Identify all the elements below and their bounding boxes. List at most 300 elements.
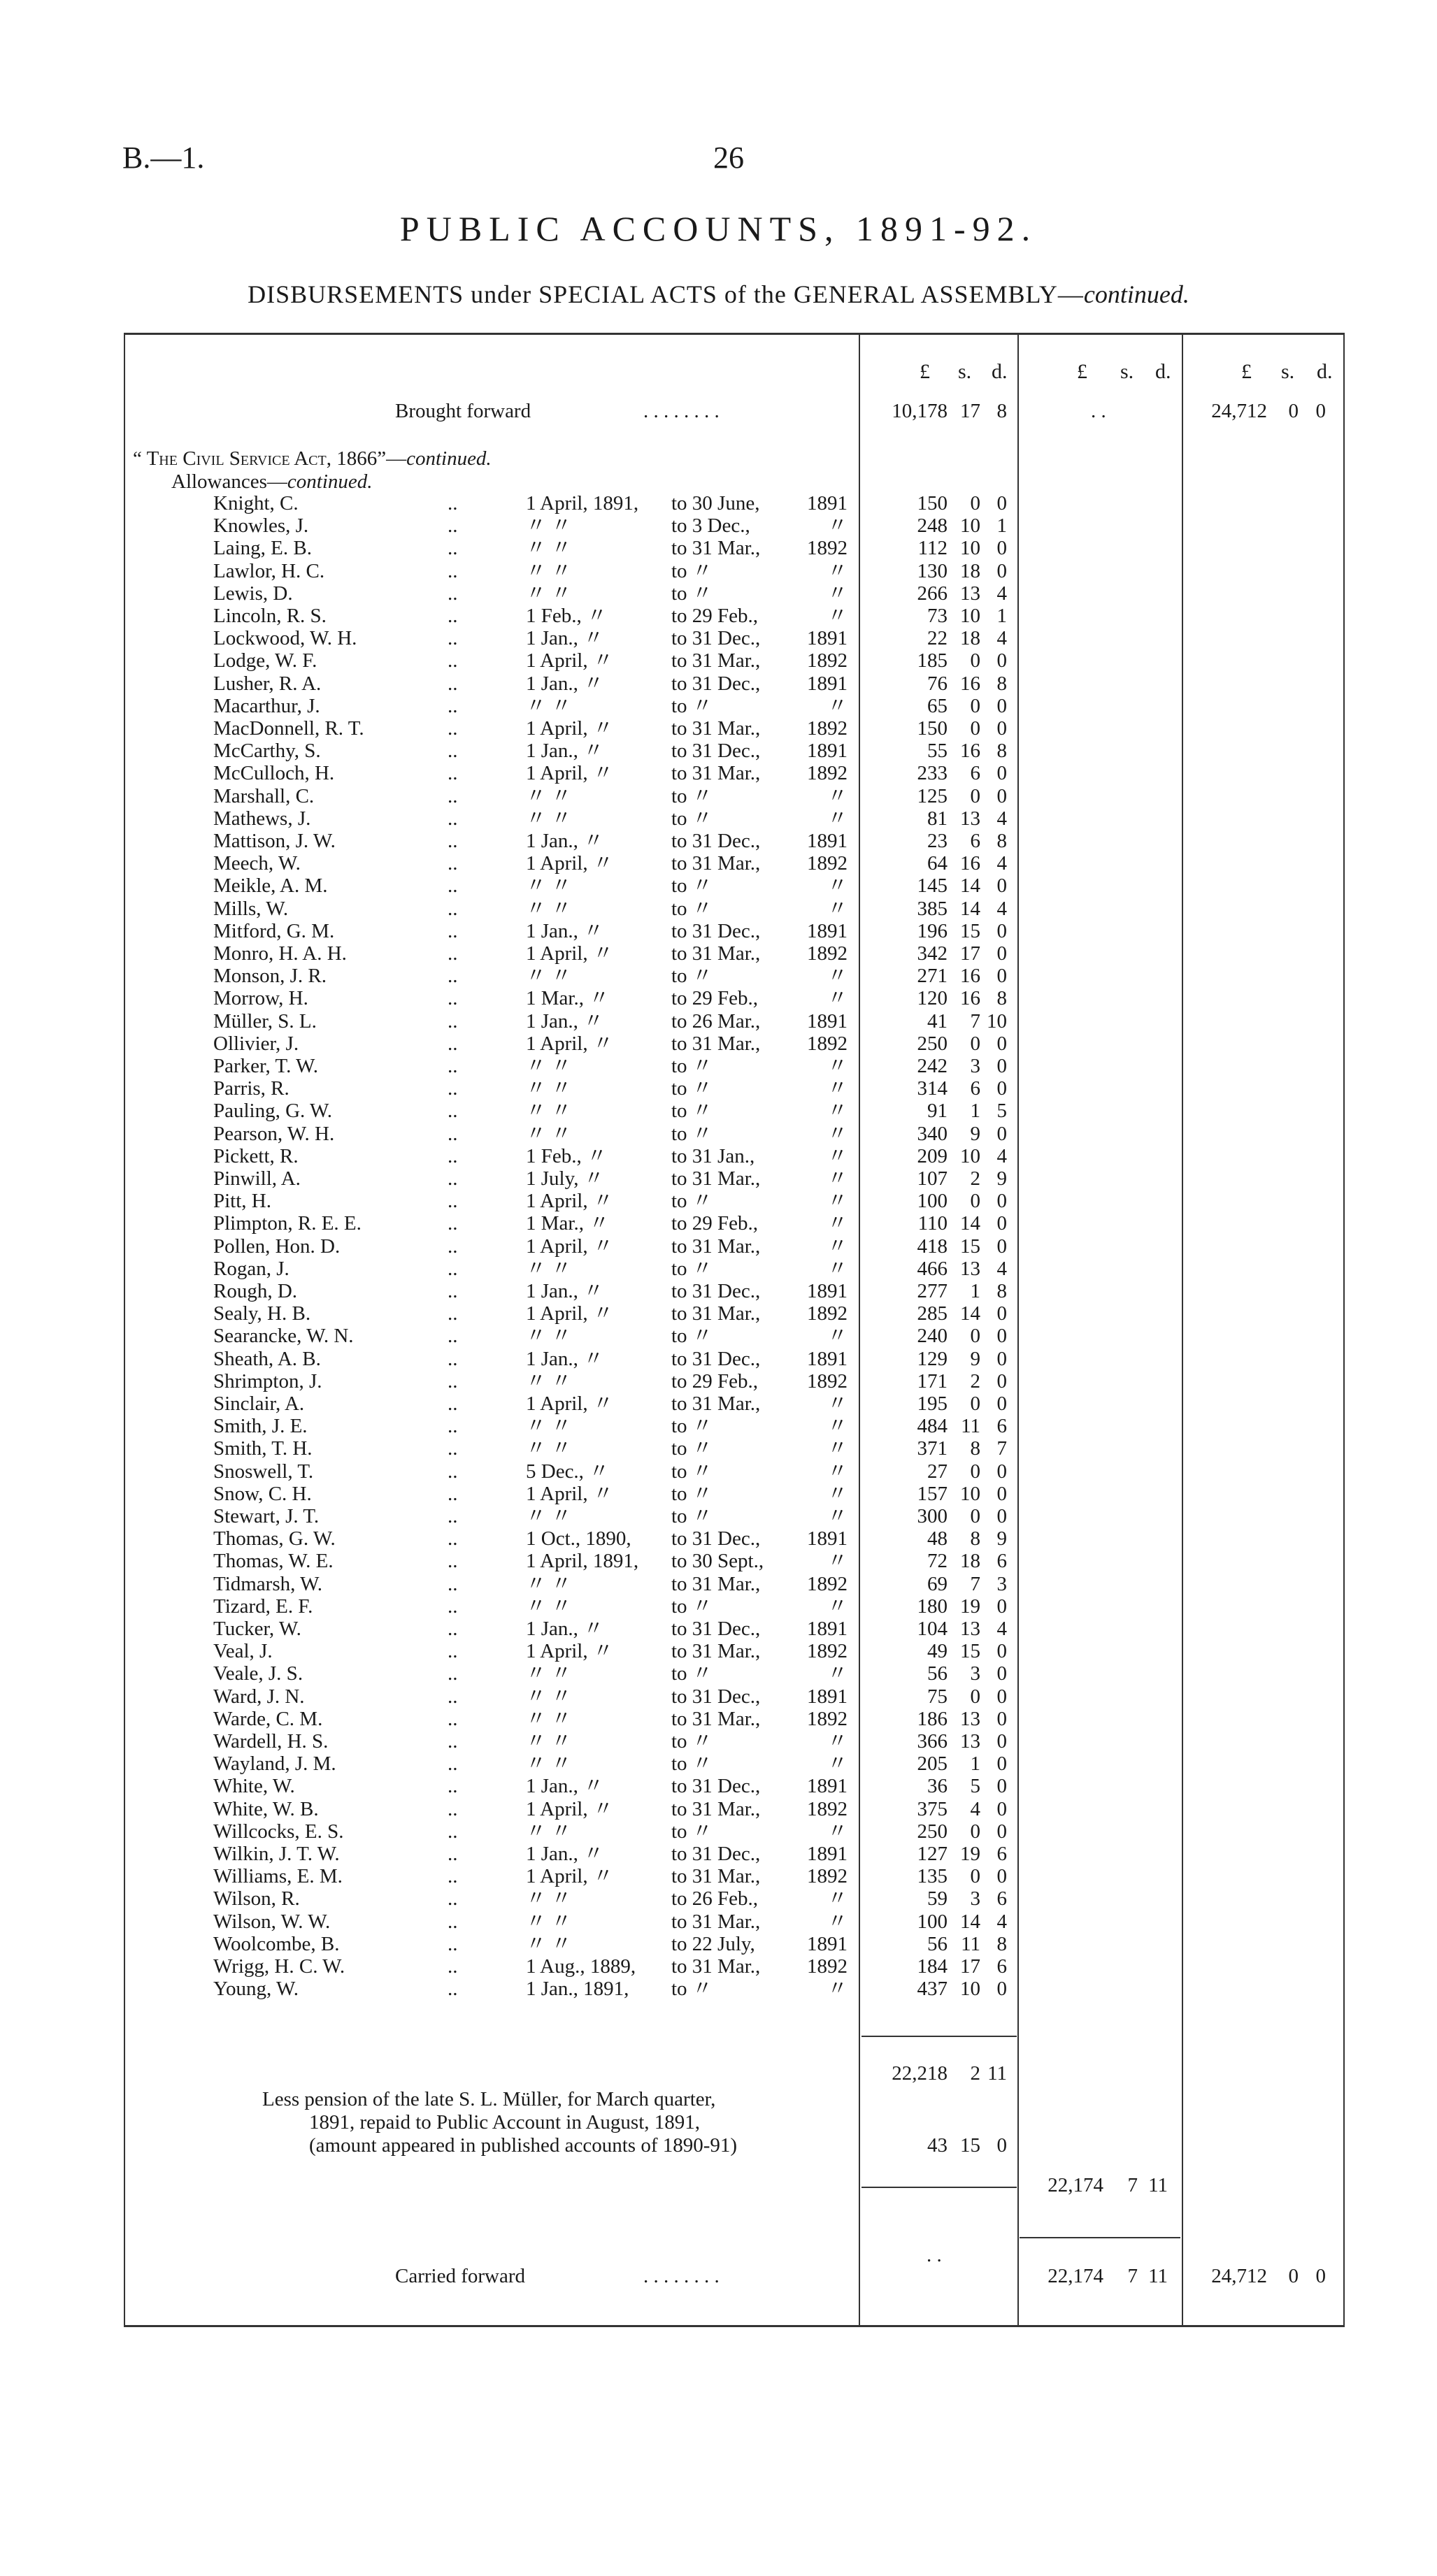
- row-to: to 31 Mar.,: [671, 1955, 761, 1978]
- row-pence: 0: [996, 1369, 1007, 1393]
- row-from: 〃 〃: [526, 582, 572, 605]
- row-year: 〃: [827, 1212, 848, 1235]
- row-dots: ..: [448, 1527, 458, 1550]
- row-pounds: 56: [927, 1932, 948, 1955]
- row-pence: 4: [996, 807, 1007, 830]
- row-dots: ..: [448, 919, 458, 942]
- row-year: 〃: [827, 1662, 848, 1685]
- table-row: [0, 1775, 1437, 1797]
- row-year: 1891: [807, 672, 848, 695]
- row-to: to 〃: [671, 694, 713, 717]
- row-to: to 31 Dec.,: [671, 919, 761, 942]
- row-dots: ..: [448, 1640, 458, 1663]
- row-pence: 0: [996, 875, 1007, 898]
- table-row: [0, 627, 1437, 649]
- row-dots: ..: [448, 1595, 458, 1618]
- row-from: 〃 〃: [526, 807, 572, 830]
- row-pence: 4: [996, 852, 1007, 875]
- row-name: Snoswell, T.: [213, 1460, 314, 1483]
- row-pence: 0: [996, 1797, 1007, 1820]
- row-name: White, W.: [213, 1775, 295, 1798]
- row-shillings: 15: [960, 919, 980, 942]
- row-from: 1 Jan., 〃: [526, 1347, 604, 1370]
- row-to: to 31 Dec.,: [671, 830, 761, 852]
- row-dots: ..: [448, 1482, 458, 1505]
- row-pounds: 300: [917, 1505, 948, 1527]
- row-name: Mathews, J.: [213, 807, 311, 830]
- row-shillings: 13: [960, 807, 980, 830]
- row-year: 〃: [827, 1077, 848, 1100]
- row-from: 〃 〃: [526, 1595, 572, 1618]
- row-shillings: 8: [970, 1437, 980, 1460]
- row-pounds: 466: [917, 1257, 948, 1280]
- row-shillings: 3: [970, 1662, 980, 1685]
- row-dots: ..: [448, 1865, 458, 1888]
- row-year: 1892: [807, 1572, 848, 1595]
- row-name: Lodge, W. F.: [213, 649, 317, 672]
- table-row: [0, 1955, 1437, 1978]
- row-year: 1891: [807, 1685, 848, 1708]
- row-name: Plimpton, R. E. E.: [213, 1212, 362, 1235]
- row-pounds: 285: [917, 1302, 948, 1325]
- table-row: [0, 1662, 1437, 1685]
- row-year: 1892: [807, 1369, 848, 1393]
- row-to: to 30 Sept.,: [671, 1550, 764, 1573]
- row-year: 〃: [827, 1100, 848, 1123]
- row-pounds: 150: [917, 717, 948, 740]
- row-dots: ..: [448, 1572, 458, 1595]
- row-year: 〃: [827, 1055, 848, 1077]
- carried-forward-label: Carried forward: [395, 2265, 525, 2287]
- row-dots: ..: [448, 1144, 458, 1167]
- row-dots: ..: [448, 1797, 458, 1820]
- table-row: [0, 1798, 1437, 1820]
- row-dots: ..: [448, 1662, 458, 1685]
- row-to: to 31 Dec.,: [671, 1347, 761, 1370]
- row-pence: 6: [996, 1955, 1007, 1978]
- row-pence: 0: [996, 965, 1007, 988]
- row-to: to 29 Feb.,: [671, 987, 759, 1010]
- row-pence: 0: [996, 559, 1007, 582]
- row-from: 〃 〃: [526, 965, 572, 988]
- row-dots: ..: [448, 807, 458, 830]
- row-shillings: 17: [960, 942, 980, 965]
- row-name: Lawlor, H. C.: [213, 559, 325, 582]
- row-pounds: 107: [917, 1167, 948, 1190]
- row-pounds: 100: [917, 1190, 948, 1213]
- row-from: 1 Jan., 〃: [526, 627, 604, 650]
- row-pounds: 75: [927, 1685, 948, 1708]
- table-row: [0, 537, 1437, 559]
- row-year: 〃: [827, 1393, 848, 1415]
- row-from: 1 Jan., 〃: [526, 1843, 604, 1865]
- row-to: to 〃: [671, 875, 713, 898]
- table-row: [0, 1055, 1437, 1077]
- row-shillings: 10: [960, 1144, 980, 1167]
- row-pence: 0: [996, 717, 1007, 740]
- row-dots: ..: [448, 1618, 458, 1640]
- row-to: to 〃: [671, 897, 713, 920]
- subtitle-main: DISBURSEMENTS under SPECIAL ACTS of the GENERAL ASSEMBLY—: [248, 280, 1084, 308]
- row-pence: 10: [987, 1009, 1007, 1032]
- table-row: [0, 492, 1437, 515]
- row-to: to 31 Mar.,: [671, 537, 761, 560]
- row-from: 1 Jan., 1891,: [526, 1978, 629, 2001]
- row-shillings: 0: [970, 1865, 980, 1888]
- table-row: [0, 1460, 1437, 1483]
- row-year: 1891: [807, 627, 848, 650]
- row-pence: 8: [996, 1932, 1007, 1955]
- row-pounds: 171: [917, 1369, 948, 1393]
- row-dots: ..: [448, 1843, 458, 1865]
- row-name: Wardell, H. S.: [213, 1730, 329, 1753]
- row-year: 1891: [807, 1618, 848, 1640]
- row-pounds: 100: [917, 1910, 948, 1933]
- table-row: [0, 649, 1437, 672]
- row-pence: 1: [996, 515, 1007, 538]
- row-year: 〃: [827, 1325, 848, 1348]
- row-shillings: 3: [970, 1055, 980, 1077]
- row-pence: 0: [996, 1685, 1007, 1708]
- row-year: 〃: [827, 559, 848, 582]
- row-year: 1891: [807, 1009, 848, 1032]
- row-to: to 31 Mar.,: [671, 1910, 761, 1933]
- row-pence: 0: [996, 1482, 1007, 1505]
- row-dots: ..: [448, 1415, 458, 1438]
- row-from: 〃 〃: [526, 1932, 572, 1955]
- row-dots: ..: [448, 1257, 458, 1280]
- page-subtitle: [0, 280, 1437, 309]
- row-to: to 〃: [671, 1055, 713, 1077]
- row-year: 〃: [827, 1910, 848, 1933]
- row-shillings: 16: [960, 965, 980, 988]
- col1-shillings-header: s.: [958, 360, 972, 383]
- row-year: 1892: [807, 537, 848, 560]
- less-pension-line2: 1891, repaid to Public Account in August, 1891,: [309, 2111, 701, 2134]
- row-pounds: 242: [917, 1055, 948, 1077]
- row-pounds: 180: [917, 1595, 948, 1618]
- row-pounds: 64: [927, 852, 948, 875]
- row-from: 1 Jan., 〃: [526, 1775, 604, 1798]
- row-to: to 〃: [671, 1460, 713, 1483]
- row-name: Wilson, W. W.: [213, 1910, 331, 1933]
- row-shillings: 14: [960, 897, 980, 920]
- row-shillings: 14: [960, 1212, 980, 1235]
- row-to: to 31 Dec.,: [671, 672, 761, 695]
- row-pence: 7: [996, 1437, 1007, 1460]
- row-pence: 6: [996, 1415, 1007, 1438]
- row-pence: 0: [996, 1865, 1007, 1888]
- row-year: 1891: [807, 1527, 848, 1550]
- row-name: Tidmarsh, W.: [213, 1572, 323, 1595]
- row-name: Pitt, H.: [213, 1190, 271, 1213]
- row-year: 〃: [827, 582, 848, 605]
- row-name: Lusher, R. A.: [213, 672, 322, 695]
- row-dots: ..: [448, 1190, 458, 1213]
- row-to: to 29 Feb.,: [671, 1369, 759, 1393]
- less-pension-shillings: 15: [960, 2134, 980, 2157]
- row-shillings: 0: [970, 784, 980, 807]
- row-pounds: 371: [917, 1437, 948, 1460]
- row-dots: ..: [448, 559, 458, 582]
- table-row: [0, 1843, 1437, 1865]
- row-name: Smith, T. H.: [213, 1437, 313, 1460]
- row-dots: ..: [448, 1910, 458, 1933]
- row-to: to 31 Mar.,: [671, 852, 761, 875]
- row-from: 〃 〃: [526, 1685, 572, 1708]
- row-year: 〃: [827, 515, 848, 538]
- row-shillings: 18: [960, 1550, 980, 1573]
- row-shillings: 7: [970, 1572, 980, 1595]
- row-shillings: 16: [960, 740, 980, 763]
- row-dots: ..: [448, 830, 458, 852]
- row-year: 1891: [807, 1280, 848, 1302]
- row-dots: ..: [448, 1302, 458, 1325]
- row-to: to 31 Mar.,: [671, 1167, 761, 1190]
- row-from: 1 Feb., 〃: [526, 1144, 608, 1167]
- table-row: [0, 717, 1437, 740]
- table-row: [0, 1550, 1437, 1572]
- row-pence: 0: [996, 1505, 1007, 1527]
- row-pence: 8: [996, 672, 1007, 695]
- table-row: [0, 1505, 1437, 1527]
- row-shillings: 14: [960, 875, 980, 898]
- table-row: [0, 1235, 1437, 1258]
- row-year: 〃: [827, 807, 848, 830]
- row-year: 〃: [827, 1460, 848, 1483]
- row-pounds: 73: [927, 605, 948, 627]
- row-from: 〃 〃: [526, 515, 572, 538]
- row-pounds: 484: [917, 1415, 948, 1438]
- row-year: 1892: [807, 1707, 848, 1730]
- row-shillings: 19: [960, 1843, 980, 1865]
- row-dots: ..: [448, 1707, 458, 1730]
- row-name: Parker, T. W.: [213, 1055, 318, 1077]
- row-from: 1 April, 〃: [526, 1797, 613, 1820]
- less-pension-pence: 0: [996, 2134, 1007, 2157]
- row-pence: 3: [996, 1572, 1007, 1595]
- row-name: Sheath, A. B.: [213, 1347, 321, 1370]
- row-shillings: 13: [960, 1618, 980, 1640]
- carried-forward-c3-pence: 0: [1315, 2265, 1326, 2287]
- row-shillings: 8: [970, 1527, 980, 1550]
- row-dots: ..: [448, 537, 458, 560]
- row-year: 〃: [827, 605, 848, 627]
- row-shillings: 13: [960, 1707, 980, 1730]
- row-shillings: 10: [960, 1978, 980, 2001]
- row-to: to 22 July,: [671, 1932, 755, 1955]
- row-year: 〃: [827, 1415, 848, 1438]
- row-year: 〃: [827, 1437, 848, 1460]
- page-code: B.—1.: [122, 141, 205, 175]
- row-to: to 〃: [671, 559, 713, 582]
- row-from: 1 April, 〃: [526, 1032, 613, 1055]
- row-shillings: 0: [970, 649, 980, 672]
- row-pence: 0: [996, 1055, 1007, 1077]
- table-row: [0, 1393, 1437, 1415]
- row-pounds: 145: [917, 875, 948, 898]
- row-pounds: 186: [917, 1707, 948, 1730]
- row-pence: 0: [996, 1753, 1007, 1776]
- row-from: 〃 〃: [526, 784, 572, 807]
- table-row: [0, 1753, 1437, 1775]
- row-name: Tucker, W.: [213, 1618, 301, 1640]
- row-pence: 0: [996, 784, 1007, 807]
- row-year: 〃: [827, 897, 848, 920]
- row-from: 1 April, 〃: [526, 1235, 613, 1258]
- row-name: McCulloch, H.: [213, 762, 335, 785]
- row-pounds: 81: [927, 807, 948, 830]
- row-from: 1 Feb., 〃: [526, 605, 608, 627]
- row-pence: 0: [996, 1707, 1007, 1730]
- row-dots: ..: [448, 1100, 458, 1123]
- row-pounds: 127: [917, 1843, 948, 1865]
- row-from: 1 Jan., 〃: [526, 672, 604, 695]
- less-pension-line3: (amount appeared in published accounts of 1890-91): [309, 2134, 738, 2157]
- row-to: to 31 Mar.,: [671, 1302, 761, 1325]
- row-dots: ..: [448, 942, 458, 965]
- row-pence: 0: [996, 1190, 1007, 1213]
- page-title: PUBLIC ACCOUNTS, 1891-92.: [399, 209, 1038, 248]
- row-shillings: 13: [960, 1257, 980, 1280]
- table-row: [0, 1573, 1437, 1595]
- row-year: 1891: [807, 1932, 848, 1955]
- row-dots: ..: [448, 1978, 458, 2001]
- table-row: [0, 1730, 1437, 1753]
- table-row: [0, 1280, 1437, 1302]
- row-name: Smith, J. E.: [213, 1415, 308, 1438]
- row-from: 〃 〃: [526, 1100, 572, 1123]
- row-from: 〃 〃: [526, 1077, 572, 1100]
- carried-forward-c1-dots: . .: [927, 2244, 942, 2266]
- row-to: to 29 Feb.,: [671, 605, 759, 627]
- net-total-pence: 11: [1148, 2174, 1168, 2196]
- row-pence: 0: [996, 919, 1007, 942]
- row-to: to 〃: [671, 1437, 713, 1460]
- table-row: [0, 1618, 1437, 1640]
- table-row: [0, 1348, 1437, 1370]
- row-pounds: 36: [927, 1775, 948, 1798]
- row-shillings: 9: [970, 1122, 980, 1145]
- table-row: [0, 1167, 1437, 1190]
- row-pounds: 314: [917, 1077, 948, 1100]
- row-to: to 31 Mar.,: [671, 1235, 761, 1258]
- col3-pence-header: d.: [1317, 360, 1333, 383]
- row-shillings: 7: [970, 1009, 980, 1032]
- row-from: 1 Jan., 〃: [526, 1618, 604, 1640]
- row-shillings: 19: [960, 1595, 980, 1618]
- row-pounds: 23: [927, 830, 948, 852]
- row-pence: 0: [996, 1347, 1007, 1370]
- row-pence: 0: [996, 1122, 1007, 1145]
- row-to: to 31 Mar.,: [671, 1640, 761, 1663]
- row-from: 〃 〃: [526, 537, 572, 560]
- table-row: [0, 1685, 1437, 1708]
- row-to: to 31 Jan.,: [671, 1144, 755, 1167]
- table-row: [0, 942, 1437, 965]
- row-to: to 3 Dec.,: [671, 515, 750, 538]
- table-row: [0, 605, 1437, 627]
- row-year: 1892: [807, 1955, 848, 1978]
- brought-forward-c1-shillings: 17: [960, 400, 980, 422]
- row-from: 1 April, 〃: [526, 762, 613, 785]
- table-row: [0, 1302, 1437, 1325]
- row-pounds: 129: [917, 1347, 948, 1370]
- row-to: to 31 Dec.,: [671, 1775, 761, 1798]
- row-to: to 31 Dec.,: [671, 740, 761, 763]
- row-pounds: 157: [917, 1482, 948, 1505]
- row-from: 1 Jan., 〃: [526, 1009, 604, 1032]
- row-name: Williams, E. M.: [213, 1865, 343, 1888]
- table-row: [0, 1010, 1437, 1032]
- row-to: to 31 Dec.,: [671, 1685, 761, 1708]
- row-pence: 9: [996, 1527, 1007, 1550]
- row-to: to 〃: [671, 1257, 713, 1280]
- row-name: Woolcombe, B.: [213, 1932, 340, 1955]
- row-shillings: 16: [960, 672, 980, 695]
- row-dots: ..: [448, 1460, 458, 1483]
- row-pence: 0: [996, 1775, 1007, 1798]
- row-pounds: 48: [927, 1527, 948, 1550]
- row-dots: ..: [448, 852, 458, 875]
- row-name: Rogan, J.: [213, 1257, 289, 1280]
- row-dots: ..: [448, 1730, 458, 1753]
- row-to: to 〃: [671, 1190, 713, 1213]
- row-name: Shrimpton, J.: [213, 1369, 322, 1393]
- row-pence: 0: [996, 492, 1007, 515]
- row-name: Ward, J. N.: [213, 1685, 305, 1708]
- row-pounds: 250: [917, 1032, 948, 1055]
- row-dots: ..: [448, 1753, 458, 1776]
- row-year: 1892: [807, 649, 848, 672]
- row-year: 1892: [807, 1302, 848, 1325]
- row-name: Sinclair, A.: [213, 1393, 305, 1415]
- row-from: 1 April, 〃: [526, 1640, 613, 1663]
- table-row: [0, 965, 1437, 987]
- row-year: 〃: [827, 965, 848, 988]
- row-name: Lincoln, R. S.: [213, 605, 327, 627]
- row-pounds: 277: [917, 1280, 948, 1302]
- row-dots: ..: [448, 515, 458, 538]
- row-shillings: 10: [960, 605, 980, 627]
- row-from: 〃 〃: [526, 1122, 572, 1145]
- row-name: Pauling, G. W.: [213, 1100, 332, 1123]
- table-row: [0, 1820, 1437, 1843]
- row-shillings: 0: [970, 694, 980, 717]
- row-from: 〃 〃: [526, 1505, 572, 1527]
- row-pounds: 135: [917, 1865, 948, 1888]
- col3-shillings-header: s.: [1281, 360, 1295, 383]
- row-pence: 4: [996, 1144, 1007, 1167]
- subtotal-shillings: 2: [970, 2062, 980, 2085]
- row-year: 〃: [827, 1167, 848, 1190]
- table-row: [0, 1325, 1437, 1347]
- row-to: to 〃: [671, 1753, 713, 1776]
- table-row: [0, 898, 1437, 920]
- row-name: Müller, S. L.: [213, 1009, 317, 1032]
- row-pence: 0: [996, 1640, 1007, 1663]
- row-from: 5 Dec., 〃: [526, 1460, 610, 1483]
- brought-forward-c3-pence: 0: [1315, 400, 1326, 422]
- row-year: 〃: [827, 1144, 848, 1167]
- row-dots: ..: [448, 492, 458, 515]
- row-name: Meikle, A. M.: [213, 875, 328, 898]
- row-pence: 4: [996, 1618, 1007, 1640]
- row-dots: ..: [448, 875, 458, 898]
- row-pounds: 195: [917, 1393, 948, 1415]
- row-from: 1 April, 〃: [526, 1482, 613, 1505]
- row-from: 〃 〃: [526, 1325, 572, 1348]
